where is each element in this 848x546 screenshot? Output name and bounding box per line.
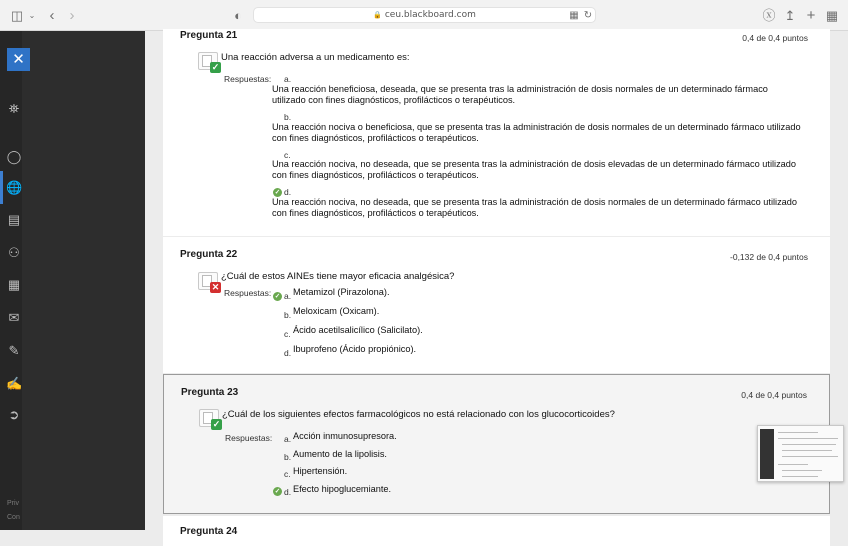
globe-icon[interactable]: 🌐 [6,180,23,195]
responses-label: Respuestas: [224,74,272,84]
institution-icon[interactable]: ⛯ [8,101,20,116]
question-card [163,29,830,236]
option-letter: b. [284,452,292,462]
messages-icon[interactable]: ✉ [8,310,20,325]
question-title: Pregunta 23 [181,387,239,398]
option-letter: d. [284,187,292,197]
option-letter: c. [284,329,291,339]
active-indicator [0,171,3,204]
option-text: Hipertensión. [293,466,348,476]
selected-check-icon: ✓ [274,488,281,495]
option-letter: d. [284,348,292,358]
question-title: Pregunta 24 [180,526,238,537]
option-letter: a. [284,74,292,84]
responses-label: Respuestas: [225,433,273,443]
question-score: -0,132 de 0,4 puntos [730,252,808,262]
courses-icon[interactable]: ▤ [7,212,21,227]
question-text: ¿Cuál de estos AINEs tiene mayor eficacia analgésica? [221,271,455,282]
grades-icon[interactable]: ✎ [8,343,20,358]
forward-icon[interactable]: › [69,7,75,24]
question-score: 0,4 de 0,4 puntos [742,33,808,43]
question-title: Pregunta 21 [180,30,238,41]
test-review-content [145,30,848,537]
question-score: 0,4 de 0,4 puntos [741,390,807,400]
option-text: Una reacción beneficiosa, deseada, que se presenta tras la administración de dosis normales de un determinado fármaco utilizado con fines diagnósticos, profilácticos o terapéuticos. [272,84,768,105]
correct-icon: ✓ [212,419,221,429]
selected-check-icon: ✓ [274,293,281,300]
privacy-link[interactable]: Priv [7,500,20,507]
option-text: Meloxicam (Oxicam). [293,306,380,316]
share-icon[interactable]: ↥ [784,8,796,23]
option-text: Aumento de la lipolisis. [293,449,387,459]
shield-icon[interactable]: ◐ [234,8,242,23]
selected-check-icon: ✓ [274,189,281,196]
option-letter: c. [284,469,291,479]
url-text: ceu.blackboard.com [384,10,476,20]
translate-icon[interactable]: ▦ [569,10,579,21]
question-status-icon [199,409,219,427]
option-letter: a. [284,291,292,301]
chevron-down-icon[interactable]: ⌄ [28,11,36,20]
address-bar[interactable] [253,7,596,23]
correct-icon: ✓ [211,62,220,72]
lock-icon: 🔒 [373,11,382,19]
option-text: Una reacción nociva, no deseada, que se presenta tras la administración de dosis elevadas de un determinado fármaco utilizado con fines diagnósticos, profilácticos o terapéuticos. [272,159,797,180]
groups-icon[interactable]: ⚇ [8,245,20,260]
option-text: Una reacción nociva o beneficiosa, que se presenta tras la administración de dosis normales de un determinado fármaco utilizado con fines diagnósticos, profilácticos o terapéuticos. [272,122,801,143]
profile-icon[interactable]: ◯ [6,149,22,164]
new-tab-icon[interactable]: + [806,7,816,24]
question-status-icon [198,272,218,290]
option-letter: d. [284,487,292,497]
contact-link[interactable]: Con [7,514,20,521]
option-letter: c. [284,150,291,160]
back-icon[interactable]: ‹ [49,7,55,24]
responses-label: Respuestas: [224,288,272,298]
browser-toolbar [0,0,848,31]
tab-overview-icon[interactable]: ▦ [825,8,839,23]
option-letter: b. [284,112,292,122]
question-text: ¿Cuál de los siguientes efectos farmacológicos no está relacionado con los glucocorticoides? [222,409,615,420]
question-status-icon [198,52,218,70]
option-letter: b. [284,310,292,320]
sidebar-icon[interactable]: ◫ [10,8,24,23]
sign-out-icon[interactable]: ➲ [8,407,20,422]
option-text: Acción inmunosupresora. [293,431,397,441]
question-card [163,516,830,546]
option-letter: a. [284,434,292,444]
option-text: Metamizol (Pirazolona). [293,287,390,297]
close-icon[interactable]: ✕ [7,48,30,71]
question-title: Pregunta 22 [180,249,238,260]
question-card [163,237,830,373]
option-text: Ibuprofeno (Ácido propiónico). [293,344,417,354]
question-text: Una reacción adversa a un medicamento es: [221,52,410,63]
question-card [163,374,830,514]
option-text: Efecto hipoglucemiante. [293,484,392,494]
reload-icon[interactable]: ↻ [583,10,593,21]
incorrect-icon: ✕ [211,282,220,292]
screenshot-thumbnail[interactable] [757,425,844,482]
tools-icon[interactable]: ✍ [6,376,23,391]
calendar-icon[interactable]: ▦ [7,277,21,292]
option-text: Ácido acetilsalicílico (Salicilato). [293,325,423,335]
navigation-panel [22,31,145,530]
option-text: Una reacción nociva, no deseada, que se presenta tras la administración de dosis normales de un determinado fármaco utilizado con fines diagnósticos, profilácticos o terapéuticos. [272,197,798,218]
download-icon[interactable]: ⓧ [762,8,776,23]
